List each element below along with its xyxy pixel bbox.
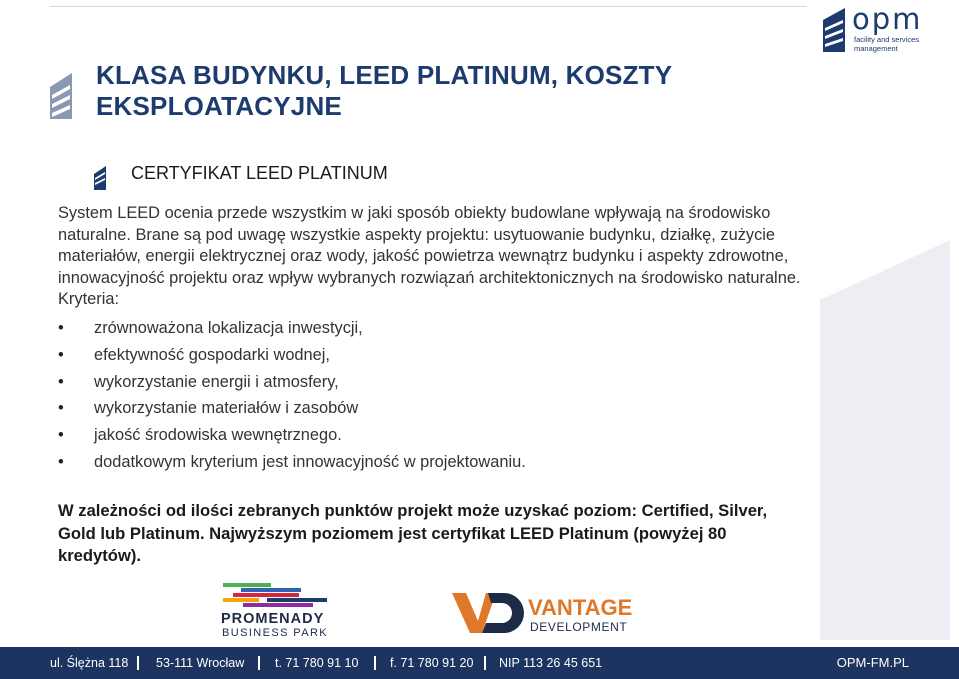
promenady-stripes-icon — [223, 583, 335, 609]
header-divider — [50, 6, 807, 7]
vantage-sub: DEVELOPMENT — [530, 620, 628, 634]
list-item: • wykorzystanie materiałów i zasobów — [58, 395, 758, 422]
promenady-sub: BUSINESS PARK — [222, 627, 329, 639]
list-item: • wykorzystanie energii i atmosfery, — [58, 369, 758, 396]
opm-tagline-1: facility and services — [854, 35, 920, 44]
list-item: • dodatkowym kryterium jest innowacyjność w projektowaniu. — [58, 449, 758, 476]
footer-fax: f. 71 780 91 20 — [390, 656, 474, 670]
building-bullet-icon — [50, 73, 74, 119]
vantage-vd-icon — [452, 591, 524, 635]
footer-phone: t. 71 780 91 10 — [275, 656, 359, 670]
promenady-logo — [207, 575, 349, 646]
opm-logo — [823, 2, 953, 54]
opm-building-icon — [823, 8, 849, 52]
list-item: • efektywność gospodarki wodnej, — [58, 342, 758, 369]
list-item: • zrównoważona lokalizacja inwestycji, — [58, 315, 758, 342]
opm-tagline-2: management — [854, 44, 898, 53]
page-title: KLASA BUDYNKU, LEED PLATINUM, KOSZTY EKSPLOATACYJNE — [96, 60, 672, 121]
criteria-list — [58, 315, 758, 476]
footer-nip: NIP 113 26 45 651 — [499, 656, 603, 670]
footer-separator — [258, 656, 260, 670]
intro-paragraph: System LEED ocenia przede wszystkim w jaki sposób obiekty budowlane wpływają na środowisko naturalne. Brane są pod uwagę wszystkie aspekty projektu: usytuowanie budynku, działkę, zużycie materiałów, energii elektrycznej oraz wody, jakość powietrza wewnątrz budynku i aspekty zdrowotne, innowacyjność projektu oraz wpływ wybranych rozwiązań architektonicznych na środowisko naturalne. Kryteria: — [58, 204, 801, 309]
section-subtitle: CERTYFIKAT LEED PLATINUM — [131, 163, 388, 183]
vantage-logo — [452, 589, 638, 637]
footer-website-link[interactable]: OPM-FM.PL — [836, 655, 909, 670]
footer-separator — [374, 656, 376, 670]
footer-street: ul. Ślężna 118 — [50, 656, 129, 670]
promenady-name: PROMENADY — [221, 611, 325, 627]
footer-city: 53-111 Wrocław — [156, 656, 245, 670]
opm-wordmark: opm — [852, 2, 923, 36]
footer-separator — [137, 656, 139, 670]
list-item: • jakość środowiska wewnętrznego. — [58, 422, 758, 449]
background-building-graphic — [800, 240, 950, 640]
conclusion-paragraph: W zależności od ilości zebranych punktów projekt może uzyskać poziom: Certified, Silver, Gold lub Platinum. Najwyższym poziomem jest certyfikat LEED Platinum (powyżej 80 kredytów). — [58, 501, 768, 565]
vantage-name: VANTAGE — [528, 595, 633, 620]
small-building-bullet-icon — [94, 166, 107, 190]
footer-separator — [484, 656, 486, 670]
footer-bar — [0, 647, 959, 679]
